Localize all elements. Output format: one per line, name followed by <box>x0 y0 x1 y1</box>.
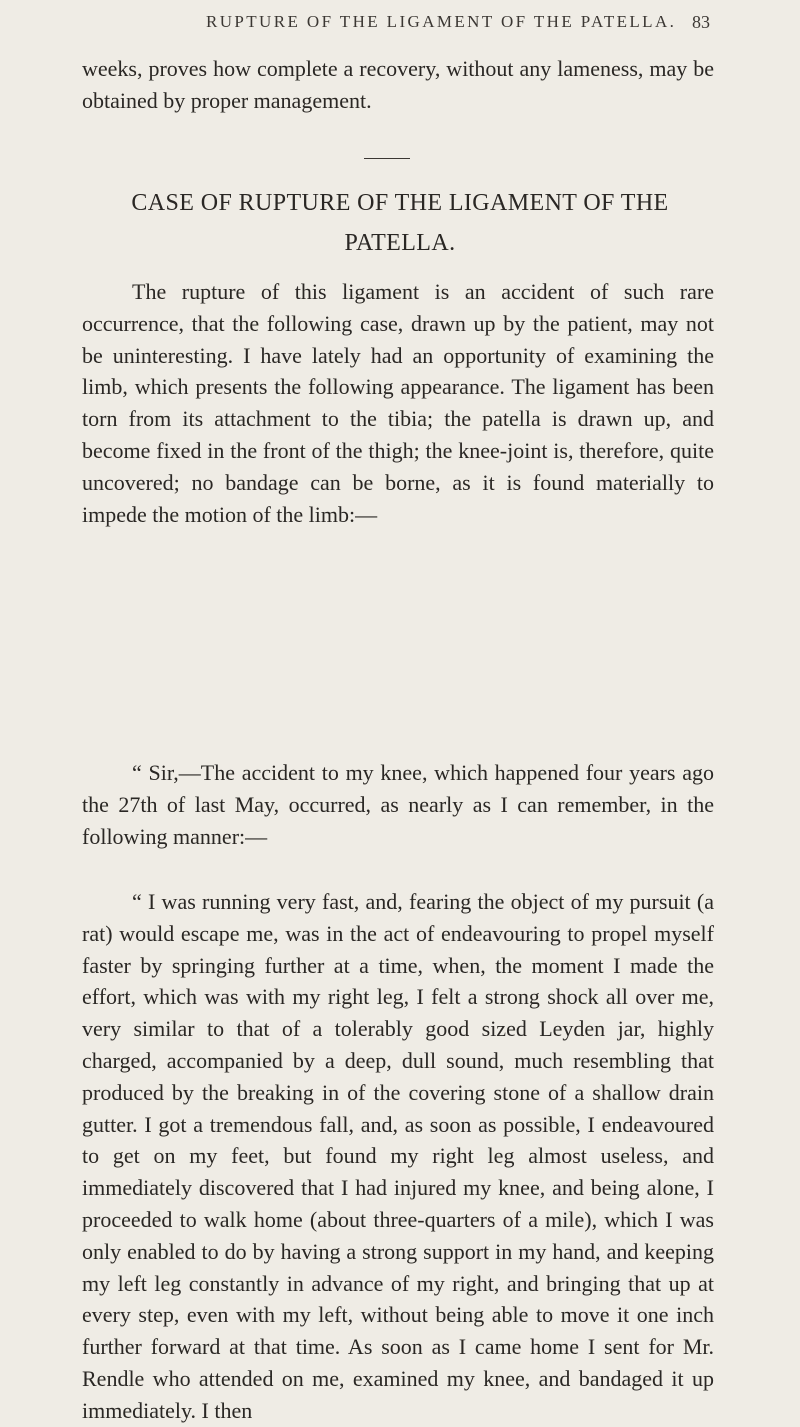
page-number: 83 <box>692 12 710 32</box>
section-heading <box>90 183 710 263</box>
intro-paragraph: weeks, proves how complete a recovery, without any lameness, may be obtained by proper management. <box>82 56 714 113</box>
section-heading-line-2: PATELLA. <box>344 230 456 256</box>
body-paragraph-2: “ Sir,—The accident to my knee, which happened four years ago the 27th of last May, occurred, as nearly as I can remember, in the following manner:— <box>82 760 714 849</box>
body-paragraph-1: The rupture of this ligament is an accident of such rare occurrence, that the following case, drawn up by the patient, may not be uninteresting. I have lately had an opportunity of examining the limb, which presents the following appearance. The ligament has been torn from its attachment to the tibia; the patella is drawn up, and become fixed in the front of the thigh; the knee-joint is, therefore, quite uncovered; no bandage can be borne, as it is found materially to impede the motion of the limb:— <box>82 279 714 527</box>
running-head <box>0 12 800 42</box>
section-heading-line-1: CASE OF RUPTURE OF THE LIGAMENT OF THE <box>131 190 669 216</box>
running-title: RUPTURE OF THE LIGAMENT OF THE PATELLA. <box>206 12 677 31</box>
body-paragraph-3: “ I was running very fast, and, fearing the object of my pursuit (a rat) would escape me, was in the act of endeavouring to propel myself faster by springing further at a time, when, the moment I made the effort, which was with my right leg, I felt a strong shock all over me, very similar to that of a tolerably good sized Leyden jar, highly charged, accompanied by a deep, dull sound, much resembling that produced by the breaking in of the covering stone of a shallow drain gutter. I got a tremendous fall, and, as soon as possible, I endeavoured to get on my feet, but found my right leg almost useless, and immediately discovered that I had injured my knee, and being alone, I proceeded to walk home (about three-quarters of a mile), which I was only enabled to do by having a strong support in my hand, and keeping my left leg constantly in advance of my right, and bringing that up at every step, even with my left, without being able to move it one inch further forward at that time. As soon as I came home I sent for Mr. Rendle who attended on me, examined my knee, and bandaged it up immediately. I then <box>82 889 714 1423</box>
section-divider <box>364 158 410 159</box>
